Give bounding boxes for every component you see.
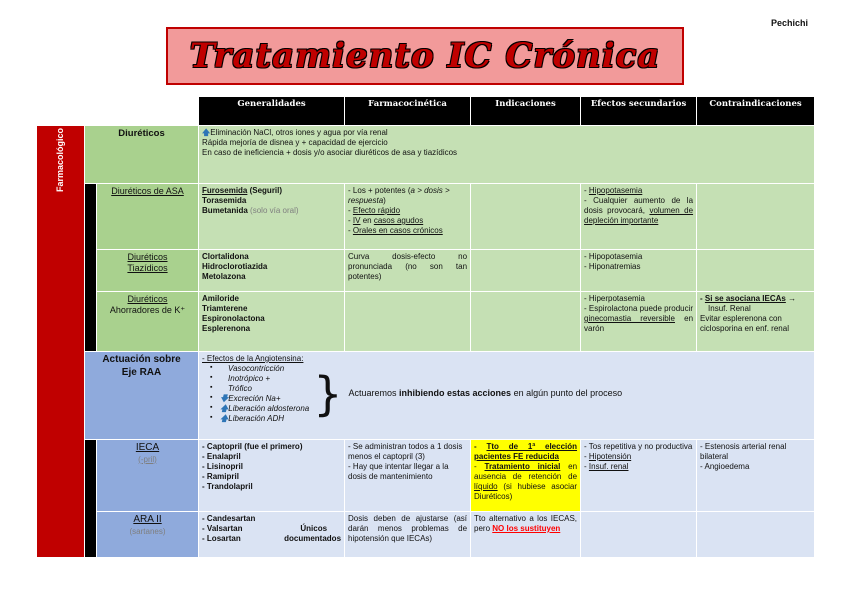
ieca-ef-2: Hipotensión (588, 452, 632, 461)
raa-item-5: ▪ 🡅Liberación aldosterona (220, 404, 309, 414)
ahorradores-ef-1: - Hiperpotasemia (584, 294, 645, 303)
ara-note-2: documentados (284, 534, 342, 543)
ahorradores-title-cell (97, 292, 199, 352)
raa-item-3: ▪ Trófico (220, 384, 309, 394)
ahorradores-co-1c: → (785, 294, 797, 303)
header-spacer (37, 97, 199, 126)
asa-generalidades (199, 184, 345, 250)
ara-title-cell (97, 512, 199, 558)
tiazidicos-farmacocinetica: Curva dosis-efecto no pronunciada (no son tan potentes) (345, 250, 471, 292)
ahorradores-generalidades (199, 292, 345, 352)
asa-farm-1c: ) (383, 196, 386, 205)
tiazidicos-efectos (581, 250, 697, 292)
header-farmacocinetica: Farmacocinética (345, 97, 471, 126)
asa-farm-3d: casos agudos (373, 216, 424, 225)
ieca-gen-4: - Ramipril (202, 472, 239, 481)
ieca-efectos: - Tos repetitiva y no productiva - Hipotensión - Insuf. renal (581, 440, 697, 512)
ahorradores-title-2: Ahorradores de K⁺ (109, 305, 186, 316)
raa-gap (85, 440, 97, 558)
ahorradores-ef-2a: - Espirolactona puede producir (584, 304, 694, 313)
ara-note-1: Únicos (300, 524, 328, 533)
raa-content (199, 352, 815, 440)
ahorradores-co-2: Insuf. Renal (708, 304, 751, 313)
asa-farm-3c: en (360, 216, 374, 225)
torasemida: Torasemida (202, 196, 247, 205)
ieca-co-1: - Estenosis arterial renal bilateral (700, 442, 787, 461)
raa-item-1: ▪ Vasocontricción (220, 364, 309, 374)
raa-title-cell (85, 352, 199, 440)
asa-farm-3a: - (348, 216, 353, 225)
ahorradores-ef-2c: en varón (584, 314, 694, 333)
ieca-co-2: - Angioedema (700, 462, 750, 471)
raa-note: Actuaremos inhibiendo estas acciones en algún punto del proceso (348, 388, 623, 399)
ieca-title-cell (97, 440, 199, 512)
ara-gen-3: - Losartan (202, 534, 241, 543)
raa-title-1: Actuación sobre (102, 354, 181, 365)
ahorradores-co-1a: - (700, 294, 705, 303)
ara-generalidades (199, 512, 345, 558)
diureticos-title: Diuréticos (85, 126, 199, 184)
ahorradores-farmacocinetica (345, 292, 471, 352)
raa-title-2: Eje RAA (121, 366, 162, 378)
ahorradores-co-1b: Si se asociana IECAs (704, 294, 786, 303)
page-title: Tratamiento IC Crónica (189, 36, 661, 76)
ahorradores-ef-2b: ginecomastia reversible (584, 314, 675, 323)
ieca-farmacocinetica (345, 440, 471, 512)
ieca-ef-1: - Tos repetitiva y no productiva (584, 442, 693, 451)
raa-heading: - Efectos de la Angiotensina: (202, 354, 304, 363)
title-banner (166, 27, 684, 85)
ara-indicaciones (471, 512, 581, 558)
ara-contraindicaciones (697, 512, 815, 558)
ara-gen-1: - Candesartan (202, 514, 256, 523)
arrow-up-icon: 🡅 (202, 128, 211, 137)
side-label-cell (37, 126, 85, 558)
asa-farm-1a: - Los + potentes ( (348, 186, 411, 195)
asa-contraindicaciones (697, 184, 815, 250)
ahorrador-4: Esplerenona (202, 324, 251, 333)
asa-ef-1b: Hipopotasemia (588, 186, 643, 195)
ara-ind-b: NO los sustituyen (492, 524, 561, 533)
header-generalidades: Generalidades (199, 97, 345, 126)
ieca-ind-1: Tto de 1ª elección pacientes FE reducida (474, 442, 578, 461)
raa-item-4: ▪ 🡇Excreción Na+ (220, 394, 309, 404)
ieca-ind-2: Tratamiento inicial (484, 462, 561, 471)
ahorrador-2: Triamterene (202, 304, 248, 313)
ieca-contraindicaciones (697, 440, 815, 512)
asa-farmacocinetica (345, 184, 471, 250)
asa-title: Diuréticos de ASA (111, 186, 184, 196)
bumetanida-note: (solo vía oral) (247, 206, 299, 215)
ara-title: ARA II (133, 514, 162, 525)
asa-farm-2a: - (348, 206, 353, 215)
asa-farm-4b: Orales en casos crónicos (352, 226, 443, 235)
side-label: Farmacológico (54, 128, 65, 193)
ara-farmacocinetica: Dosis deben de ajustarse (así darán menos problemas de hipotensión que IECAs) (345, 512, 471, 558)
asa-efectos (581, 184, 697, 250)
header-contraindicaciones: Contraindicaciones (697, 97, 815, 126)
diureticos-summary (199, 126, 815, 184)
ieca-indicaciones: - Tto de 1ª elección pacientes FE reducida - Tratamiento inicial en ausencia de retención de líquido (si hubiese asociar Diuréticos) (471, 440, 581, 512)
diureticos-gap (85, 184, 97, 352)
tiazidicos-title-2: Tiazídicos (127, 263, 168, 274)
ieca-gen-3: - Lisinopril (202, 462, 243, 471)
asa-farm-3b: IV (352, 216, 361, 225)
treatment-table (36, 96, 815, 558)
ahorradores-co-3: Evitar esplerenona con ciclosporina en enf. renal (700, 314, 789, 333)
asa-ef-2b: volumen de depleción importante (584, 206, 694, 225)
asa-ef-1a: - (584, 186, 589, 195)
tiazidico-2: Hidroclorotiazida (202, 262, 268, 271)
header-indicaciones: Indicaciones (471, 97, 581, 126)
raa-item-6: ▪ 🡅Liberación ADH (220, 414, 309, 424)
ieca-gen-2: - Enalapril (202, 452, 241, 461)
raa-item-2: ▪ Inotrópico + (220, 374, 309, 384)
tiazidicos-generalidades (199, 250, 345, 292)
ahorrador-3: Espironolactona (202, 314, 265, 323)
furosemida-brand: (Seguril) (247, 186, 283, 195)
tiazidico-1: Clortalidona (202, 252, 249, 261)
ara-efectos (581, 512, 697, 558)
tiazidicos-efecto-2: - Hiponatremias (584, 262, 641, 271)
ahorradores-indicaciones (471, 292, 581, 352)
arrow-up-icon: 🡅 (220, 404, 229, 413)
asa-title-cell (97, 184, 199, 250)
ieca-subtitle: (-pril) (138, 454, 157, 464)
ieca-generalidades (199, 440, 345, 512)
diureticos-line-2: Rápida mejoría de disnea y + capacidad de ejercicio (202, 138, 388, 147)
tiazidicos-contraindicaciones (697, 250, 815, 292)
header-efectos: Efectos secundarios (581, 97, 697, 126)
ieca-gen-1: - Captopril (fue el primero) (202, 442, 303, 451)
diureticos-line-3: En caso de ineficiencia + dosis y/o asociar diuréticos de asa y tiazídicos (202, 148, 458, 157)
asa-indicaciones (471, 184, 581, 250)
ieca-title: IECA (135, 442, 160, 453)
ara-subtitle: (sartanes) (129, 526, 166, 536)
tiazidicos-title-cell (97, 250, 199, 292)
furosemida: Furosemida (202, 186, 248, 195)
raa-effects-list (202, 364, 309, 424)
ahorradores-contraindicaciones (697, 292, 815, 352)
ieca-farm-2: - Hay que intentar llegar a la dosis de mantenimiento (348, 462, 449, 481)
ahorrador-1: Amiloride (202, 294, 239, 303)
bumetanida: Bumetanida (202, 206, 248, 215)
arrow-down-icon: 🡇 (220, 394, 229, 403)
asa-farm-4a: - (348, 226, 353, 235)
ara-ind-a: Tto alternativo a los IECAS, pero (474, 514, 578, 533)
ahorradores-efectos (581, 292, 697, 352)
ara-gen-2: - Valsartan (202, 524, 243, 533)
ieca-gen-5: - Trandolapril (202, 482, 253, 491)
author-label: Pechichi (770, 18, 808, 28)
asa-ef-2: - Cualquier aumento de la dosis provocará, (584, 196, 694, 215)
diureticos-line-1: Eliminación NaCl, otros iones y agua por vía renal (210, 128, 388, 137)
tiazidicos-title-1: Diuréticos (127, 252, 168, 262)
ieca-farm-1: - Se administran todos a 1 dosis menos el captopril (3) (348, 442, 463, 461)
tiazidicos-efecto-1: - Hipopotasemia (584, 252, 643, 261)
asa-farm-2b: Efecto rápido (352, 206, 401, 215)
tiazidicos-indicaciones (471, 250, 581, 292)
arrow-up-icon: 🡅 (220, 414, 229, 423)
asa-farm-1b: a > dosis > respuesta (348, 186, 450, 205)
ahorradores-title-1: Diuréticos (127, 294, 168, 304)
ieca-ef-3: Insuf. renal (588, 462, 629, 471)
tiazidico-3: Metolazona (202, 272, 246, 281)
brace-icon: } (313, 367, 343, 421)
